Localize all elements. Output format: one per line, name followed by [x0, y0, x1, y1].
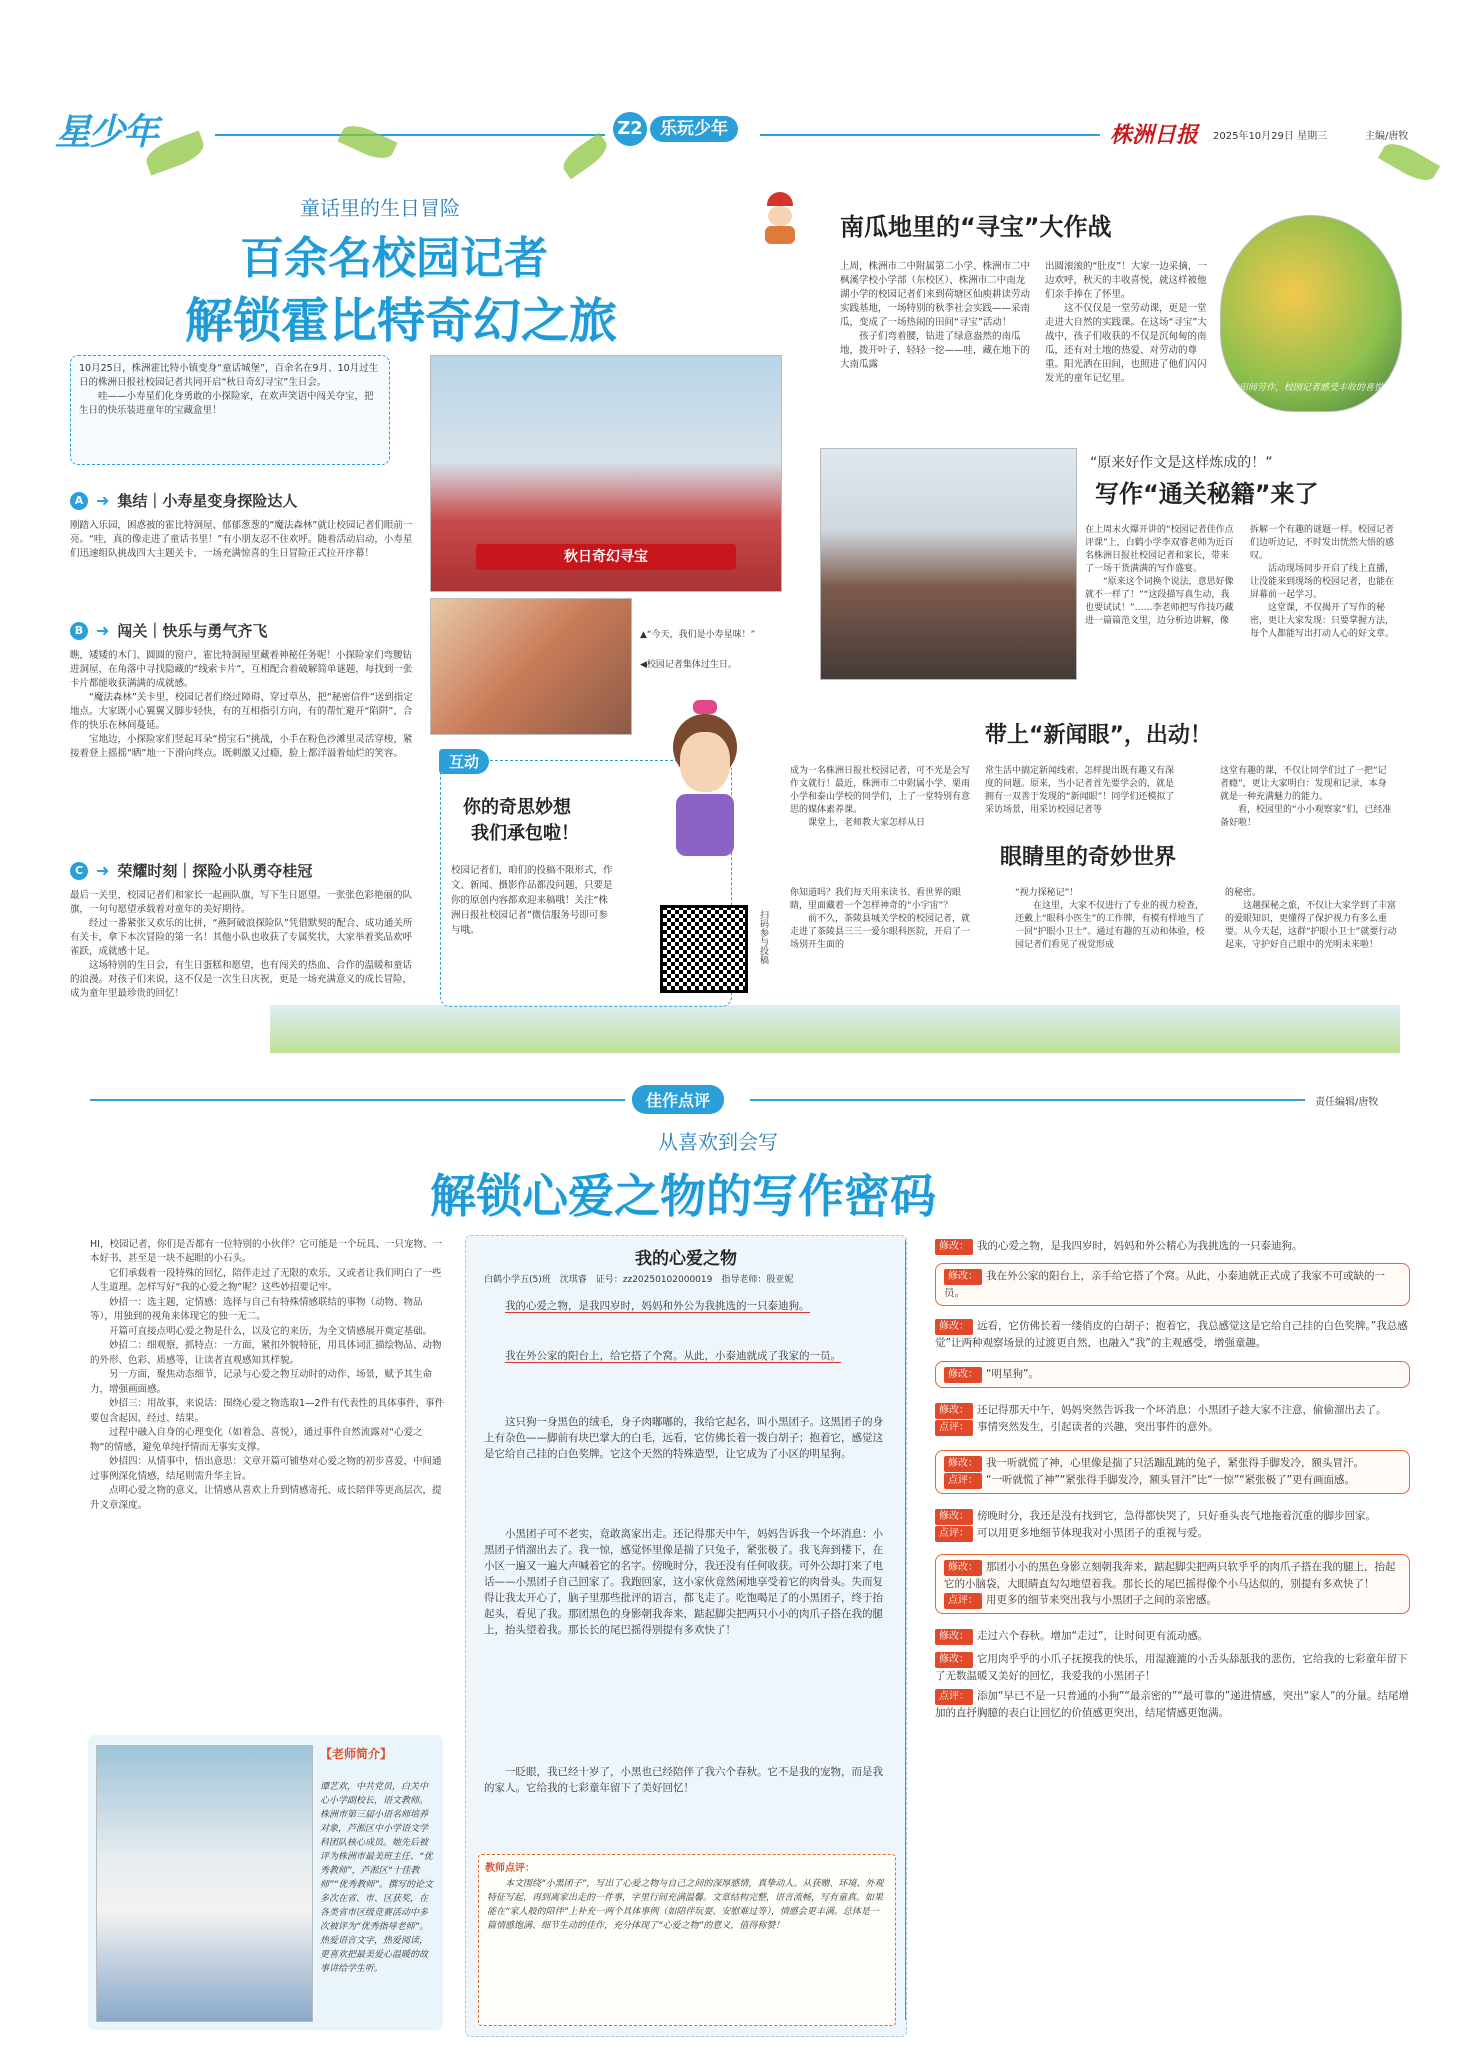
review-kicker: 从喜欢到会写 — [658, 1130, 778, 1154]
annotation — [944, 1455, 1401, 1472]
news-col2: 常生活中搞定新闻线索、怎样提出既有趣又有深度的问题。原来，当小记者首先要学会的，就是拥有一双善于发现的“新闻眼”！同学们还模拟了采访场景，用采访校园记者等 — [985, 766, 1175, 815]
annotation-label: 修改： — [935, 1629, 973, 1645]
leaf-decoration — [1378, 137, 1440, 187]
annotation-label: 点评： — [944, 1593, 982, 1609]
eyes-col2: “视力探秘记”！ 在这里，大家不仅进行了专业的视力检查，还戴上“眼科小医生”的工作牌，有模有样地当了一回“护眼小卫士”。通过有趣的互动和体验，校园记者们看见了视觉形成 — [1015, 888, 1205, 950]
review-badge: 佳作点评 — [632, 1085, 724, 1114]
annotation — [944, 1559, 1401, 1592]
annotation — [935, 1361, 1410, 1388]
annotation — [944, 1472, 1401, 1489]
annotation — [935, 1651, 1410, 1684]
arrow-icon: ➜ — [96, 861, 110, 880]
annotation-label: 点评： — [944, 1473, 982, 1489]
annotation-label: 修改： — [935, 1319, 973, 1335]
essay-para-5 — [484, 1764, 889, 1796]
news-col1: 成为一名株洲日报社校园记者，可不光是会写作文就行！最近，株洲市二中附属小学、栗雨小学和泰山学校的同学们，上了一堂特别有意思的媒体素养课。 课堂上，老师教大家怎样从日 — [790, 766, 971, 828]
annotation — [935, 1688, 1410, 1721]
annotation-label: 修改： — [935, 1239, 973, 1255]
feature-title-line1: 百余名校园记者 — [240, 233, 548, 284]
annotation-text: 添加“早已不是一只普通的小狗”“最亲密的”“最可靠的”递进情感，突出“家人”的分量。结尾增加的直抒胸臆的表白让回忆的价值感更突出，结尾情感更饱满。 — [935, 1690, 1410, 1719]
annotation-text: 可以用更多地细节体现我对小黑团子的重视与爱。 — [977, 1527, 1208, 1539]
teacher-photo — [96, 1745, 313, 2022]
interact-title-1: 你的奇思妙想 — [463, 797, 571, 818]
essay-panel — [465, 1235, 907, 2037]
page-badge: Z2 — [613, 112, 647, 146]
qr-caption: 扫码参与投稿 — [758, 910, 768, 964]
annotation-label: 点评： — [935, 1420, 973, 1436]
cartoon-girl-icon — [660, 700, 750, 900]
classroom-photo — [820, 448, 1077, 680]
essay-para-text: 这只狗一身黑色的绒毛，身子肉嘟嘟的，我给它起名，叫小黑团子。这黑团子的身上有杂色——脚前有块巴掌大的白毛，远看，它仿佛长着一拨白胡子；抱着它，感觉这是它给自己挂的白色奖牌。它这个天然的特殊造型，让它成为了小区的明星狗。 — [484, 1416, 883, 1460]
annotation-text: 傍晚时分，我还是没有找到它，急得都快哭了，只好垂头丧气地拖着沉重的脚步回家。 — [977, 1510, 1376, 1522]
connector-line — [905, 1240, 934, 2020]
review-rule-right — [750, 1099, 1305, 1101]
annotation-pair — [935, 1450, 1410, 1494]
annotation-label: 修改： — [935, 1652, 973, 1668]
editor: 主编/唐牧 — [1365, 131, 1409, 142]
writing-title: 写作“通关秘籍”来了 — [1095, 480, 1319, 508]
eyes-col1: 你知道吗？我们每天用来读书、看世界的眼睛，里面藏着一个怎样神奇的“小宇宙”？ 前不久，茶陵县城关学校的校园记者，就走进了茶陵县三三一爱尔眼科医院，开启了一场别开生面的 — [790, 888, 971, 950]
annotation-label: 修改： — [944, 1456, 982, 1472]
feature-intro: 10月25日，株洲霍比特小镇变身“童话城堡”，百余名在9月、10月过生日的株洲日报社校园记者共同开启“秋日奇幻寻宝”生日会。 哇——小寿星们化身勇敢的小探险家，在欢声笑语中闯关夺宝，把生日的快乐装进童年的宝藏盒里！ — [79, 363, 379, 416]
annotation-text: 事情突然发生，引起读者的兴趣，突出事件的意外。 — [977, 1421, 1219, 1433]
annotation — [935, 1263, 1410, 1306]
section-badge: C — [70, 862, 88, 880]
essay-para-text: 一眨眼，我已经十岁了，小黑也已经陪伴了我六个春秋。它不是我的宠物，而是我的家人。它给我的七彩童年留下了美好回忆！ — [484, 1766, 883, 1794]
cake-photo — [430, 598, 632, 735]
masthead-rule-left — [215, 134, 605, 136]
section-title: 集结｜小寿星变身探险达人 — [117, 492, 298, 510]
essay-para-1 — [484, 1298, 889, 1314]
interact-body: 校园记者们，咱们的投稿不限形式，作文、新闻、摄影作品都没问题，只要是你的原创内容都欢迎来稿哦！关注“株洲日报社校园记者”微信服务号即可参与哦。 — [451, 864, 613, 936]
annotation-label: 修改： — [935, 1509, 973, 1525]
masthead — [0, 100, 1475, 153]
teacher-bio: 谭艺欢，中共党员，白关中心小学副校长，语文教师。株洲市第三届小语名师培养对象，芦淞区中小学语文学科团队核心成员。她先后被评为株洲市最美班主任、“优秀教师”，芦淞区“十佳教师”“优秀教师”。撰写的论文多次在省、市、区获奖，在各类省市区级竞赛活动中多次被评为“优秀指导老师”。热爱语言文字，热爱阅读，更喜欢把最美爱心温暖的故事讲给学生听。 — [320, 1782, 433, 1974]
section-b — [70, 620, 420, 771]
annotation — [935, 1402, 1410, 1419]
annotation — [935, 1508, 1410, 1525]
teacher-card — [88, 1735, 443, 2030]
writing-kicker: “原来好作文是这样炼成的！” — [1090, 455, 1273, 471]
annotation-label: 修改： — [944, 1269, 982, 1285]
annotation-label: 点评： — [935, 1526, 973, 1542]
annotation-text: 用更多的细节来突出我与小黑团子之间的亲密感。 — [986, 1594, 1217, 1606]
pumpkin-body-left: 上周，株洲市二中附属第二小学、株洲市二中枫溪学校小学部（东校区）、株洲市二中南龙湖小学的校园记者们来到荷塘区仙庾耕读劳动实践基地，一场特别的秋季社会实践——采南瓜，变成了一场热闹的田间“寻宝”活动！ 孩子们弯着腰，钻进了绿意盎然的南瓜地，拨开叶子，轻轻一挖——哇，藏在地下的大南瓜露 — [840, 260, 1031, 370]
annotation-label: 修改： — [935, 1403, 973, 1419]
photo-caption-1: ▲“今天，我们是小寿星咪！” — [640, 630, 756, 640]
feature-title-line2: 解锁霍比特奇幻之旅 — [185, 293, 618, 349]
annotation — [944, 1592, 1401, 1609]
annotation-text: 那团小小的黑色身影立刻朝我奔来，踮起脚尖把两只软乎乎的肉爪子搭在我的腿上，抬起它的小脑袋，大眼睛直勾勾地望着我。那长长的尾巴摇得像个小马达似的，别提有多欢快了！ — [944, 1561, 1396, 1590]
section-title: 荣耀时刻｜探险小队勇夺桂冠 — [117, 862, 313, 880]
annotation — [935, 1525, 1410, 1542]
eyes-col3: 的秘密。 这趟探秘之旅，不仅让大家学到了丰富的爱眼知识，更懂得了保护视力有多么重要。从今天起，这群“护眼小卫士”就要行动起来，守护好自己眼中的光明未来啦！ — [1225, 888, 1397, 950]
annotation-text: 走过六个春秋。增加“走过”，让时间更有流动感。 — [977, 1630, 1209, 1642]
annotation-text: 远看，它仿佛长着一缕俏皮的白胡子；抱着它，我总感觉这是它给自己挂的白色奖牌。”我总感觉”让两种观察场景的过渡更自然，也融入“我”的主观感受，增强童趣。 — [935, 1320, 1408, 1349]
section-badge: A — [70, 492, 88, 510]
pumpkin-photo-caption: 在田间劳作，校园记者感受丰收的喜悦。 — [1230, 383, 1393, 393]
essay-byline: 白鹤小学五(5)班 沈琪睿 证号：zz20250102000019 指导老师：殷亚妮 — [484, 1275, 794, 1285]
annotation-pair — [935, 1554, 1410, 1614]
news-col3: 这堂有趣的课，不仅让同学们过了一把“记者瘾”，更让大家明白：发现和记录，本身就是一种充满魅力的能力。 看，校园里的“小小观察家”们，已经准备好啦！ — [1220, 766, 1392, 828]
group-photo — [430, 355, 782, 592]
annotation-text: 它用肉乎乎的小爪子抚摸我的快乐，用湿漉漉的小舌头舔舐我的悲伤，它给我的七彩童年留下了无数温暖又美好的回忆，我爱我的小黑团子！ — [935, 1653, 1408, 1682]
section-body: 瞧，矮矮的木门、圆圆的窗户，霍比特洞屋里藏着神秘任务呢！小探险家们弯腰钻进洞屋，在角落中寻找隐藏的“线索卡片”，互相配合着破解简单谜题，每找到一张卡片都能收获满满的成就感。 “魔法森林”关卡里，校园记者们绕过障碍、穿过草丛，把“秘密信件”送到指定地点。大家既小心翼翼又脚步轻快，有的互相指引方向，有的帮忙避开“陷阱”，合作的快乐在林间蔓延。 宝地边，小探险家们竖起耳朵“捞宝石”挑战，小手在粉色沙滩里灵活穿梭，紧接着登上摇摇“晒”地一下滑向终点。既刺激又过瘾，脸上都洋溢着灿烂的笑容。 — [70, 650, 413, 759]
annotation-text: 还记得那天中午，妈妈突然告诉我一个坏消息：小黑团子趁大家不注意，偷偷溜出去了。 — [977, 1404, 1387, 1416]
writing-body-right: 拆解一个有趣的谜题一样。校园记者们边听边记，不时发出恍然大悟的感叹。 活动现场同步开启了线上直播，让没能来到现场的校园记者，也能在屏幕前一起学习。 这堂课，不仅揭开了写作的秘密，更让大家发现：只要掌握方法，每个人都能写出打动人心的好文章。 — [1250, 525, 1395, 639]
pumpkin-title: 南瓜地里的“寻宝”大作战 — [840, 213, 1112, 241]
arrow-icon: ➜ — [96, 621, 110, 640]
section-heading — [70, 490, 420, 511]
photo-caption-2: ◀校园记者集体过生日。 — [640, 660, 737, 670]
qr-code[interactable] — [660, 905, 748, 993]
review-editor: 责任编辑/唐牧 — [1315, 1097, 1379, 1108]
annotation-label: 修改： — [944, 1560, 982, 1576]
teacher-label: 【老师简介】 — [320, 1747, 393, 1761]
section-body: 最后一关里，校园记者们和家长一起画队旗，写下生日愿望。一张张色彩艳丽的队旗，一句句愿望承载着对童年的美好期待。 经过一番紧张又欢乐的比拼，“燕阿破浪探险队”凭借默契的配合、成功通关所有关卡，拿下本次冒险的第一名！其他小队也收获了专属奖状，大家举着奖品欢呼雀跃，成就感十足。 这场特别的生日会，有生日蛋糕和愿望，也有闯关的热血、合作的温暖和童话的浪漫。对孩子们来说，这不仅是一次生日庆祝，更是一场充满意义的成长冒险，成为童年里最珍贵的回忆！ — [70, 890, 413, 999]
annotation-text: 我的心爱之物，是我四岁时，妈妈和外公精心为我挑选的一只泰迪狗。 — [977, 1240, 1303, 1252]
banner: 秋日奇幻寻宝 — [476, 544, 736, 570]
section-a — [70, 490, 420, 571]
essay-para-4 — [484, 1526, 889, 1638]
annotation-label: 点评： — [935, 1689, 973, 1705]
section-heading — [70, 620, 420, 641]
writing-body-left: 在上周末火爆开讲的“校园记者佳作点评课”上，白鹤小学李双睿老师为近百名株洲日报社校园记者和家长，带来了一场干货满满的写作盛宴。 “原来这个词换个说法，意思好像就不一样了！”“这段描写真生动，我也要试试！”……李老师把写作技巧藏进一篇篇范文里，边分析边讲解，像 — [1085, 525, 1234, 626]
section-body: 刚踏入乐园，困惑被的霍比特洞屋、郁郁葱葱的“魔法森林”就让校园记者们眼前一亮。“哇，真的像走进了童话书里！”有小朋友忍不住欢呼。随着活动启动，小寿星们迅速组队挑战四大主题关卡，一场充满惊喜的生日冒险正式拉开序幕！ — [70, 520, 413, 559]
logo: 星少年 — [55, 112, 158, 153]
review-rule-left — [90, 1099, 625, 1101]
annotation — [935, 1318, 1410, 1351]
annotation — [935, 1628, 1410, 1645]
teacher-comment-label: 教师点评： — [485, 1863, 535, 1874]
essay-para-3 — [484, 1414, 889, 1462]
essay-para-2 — [484, 1348, 889, 1364]
interact-tag: 互动 — [439, 749, 489, 774]
annotation-text: 我在外公家的阳台上，亲手给它搭了个窝。从此，小泰迪就正式成了我家不可或缺的一员。 — [944, 1270, 1385, 1299]
paper-name: 株洲日报 — [1110, 123, 1199, 148]
section-c — [70, 860, 420, 1011]
interact-title-2: 我们承包啦！ — [471, 823, 579, 844]
annotation — [935, 1238, 1410, 1255]
skyline-decoration — [270, 1005, 1400, 1053]
arrow-icon: ➜ — [96, 491, 110, 510]
annotations — [935, 1238, 1410, 1721]
section-title: 闯关｜快乐与勇气齐飞 — [117, 622, 268, 640]
feature-intro-box — [70, 355, 390, 465]
annotation-label: 修改： — [944, 1367, 982, 1383]
annotation-text: “一听就慌了神”“紧张得手脚发冷，额头冒汗”比“一惊”“紧张极了”更有画面感。 — [986, 1474, 1356, 1486]
essay-para-text: 小黑团子可不老实，竟敢离家出走。还记得那天中午，妈妈告诉我一个坏消息：小黑团子悄溜出去了。我一惊，感觉怀里像是揣了只兔子，紧张极了。我飞奔到楼下，在小区一遍又一遍大声喊着它的名字。傍晚时分，我还没有任何收获。可外公却打来了电话——小黑团子自己回家了。我跑回家，这小家伙竟然闲地享受着它的肉骨头。失而复得让我太开心了，脑子里那些批评的语言，都飞走了。吃饱喝足了的小黑团子，终于抬起头，看见了我。那团黑色的身影朝我奔来，踮起脚尖把两只小小的肉爪子搭在我的腿上，抬头望着我。那长长的尾巴摇得别提有多欢快了！ — [484, 1528, 883, 1636]
masthead-rule-right — [760, 134, 1100, 136]
essay-title: 我的心爱之物 — [635, 1249, 737, 1269]
teacher-comment: 本文围绕“小黑团子”，写出了心爱之物与自己之间的深厚感情，真挚动人。从获赠、环境、外观特征写起，再到离家出走的一件事，字里行间充满温馨。文章结构完整，语言流畅，写有童真。如果能在“家人般的陪伴”上补充一两个具体事例（如陪伴玩耍、安慰难过等），情感会更丰满。总体是一篇情感饱满、细节生动的佳作，充分体现了“心爱之物”的意义，值得称赞！ — [487, 1879, 884, 1931]
teacher-comment-box — [478, 1854, 896, 2026]
feature-kicker: 童话里的生日冒险 — [300, 196, 460, 220]
date: 2025年10月29日 星期三 — [1213, 131, 1328, 142]
essay-para-text: 我在外公家的阳台上，给它搭了个窝。从此，小泰迪就成了我家的一员。 — [505, 1350, 841, 1362]
reporter-girl-icon — [760, 192, 800, 247]
eyes-title: 眼睛里的奇妙世界 — [1000, 845, 1177, 870]
news-title: 带上“新闻眼”，出动！ — [985, 723, 1212, 748]
essay-para-text: 我的心爱之物，是我四岁时，妈妈和外公为我挑选的一只泰迪狗。 — [505, 1300, 810, 1312]
annotation-text: 我一听就慌了神，心里像是揣了只活蹦乱跳的兔子，紧张得手脚发冷，额头冒汗。 — [986, 1457, 1364, 1469]
review-title: 解锁心爱之物的写作密码 — [430, 1169, 936, 1223]
section-badge: B — [70, 622, 88, 640]
pumpkin-body-right: 出圆滚滚的“肚皮”！大家一边采摘，一边欢呼，秋天的丰收喜悦，就这样被他们亲手捧在了怀里。 这不仅仅是一堂劳动课，更是一堂走进大自然的实践课。在这场“寻宝”大战中，孩子们收获的不仅是沉甸甸的南瓜，还有对土地的热爱、对劳动的尊重。阳光洒在田间，也照进了他们闪闪发光的童年记忆里。 — [1045, 260, 1207, 384]
annotation — [935, 1419, 1410, 1436]
page-section: 乐玩少年 — [650, 116, 738, 142]
section-heading — [70, 860, 420, 881]
review-intro: HI，校园记者，你们是否都有一位特别的小伙伴？它可能是一个玩具、一只宠物、一本好书，甚至是一块不起眼的小石头。 它们承载着一段特殊的回忆，陪伴走过了无限的欢乐，又或者让我们明白了一些人生道理。怎样写好“我的心爱之物”呢？这些妙招要记牢。 妙招一：选主题，定情感：选择与自己有特殊情感联结的事物（动物、物品等），用独到的视角来体现它的独一无二。 开篇可直接点明心爱之物是什么，以及它的来历，为全文情感展开奠定基础。 妙招二：细观察，抓特点：一方面，紧扣外貌特征，用具体词汇描绘物品、动物的外形、色彩、质感等，让读者直观感知其样貌。 另一方面，聚焦动态细节，记录与心爱之物互动时的动作、场景，赋予其生命力，增强画面感。 妙招三：用故事，来说话：围绕心爱之物选取1—2件有代表性的具体事件，事件要包含起因、经过、结果。 过程中融入自身的心理变化（如着急、喜悦），通过事件自然流露对“心爱之物”的情感，避免单纯抒情而无事实支撑。 妙招四：从情事中，悟出意思：文章开篇可铺垫对心爱之物的初步喜爱，中间通过事例深化情感，结尾则需升华主旨。 点明心爱之物的意义，让情感从喜欢上升到情感寄托、成长陪伴等更高层次，提升文章深度。 — [90, 1238, 445, 1511]
annotation-text: “明星狗”。 — [986, 1368, 1039, 1380]
